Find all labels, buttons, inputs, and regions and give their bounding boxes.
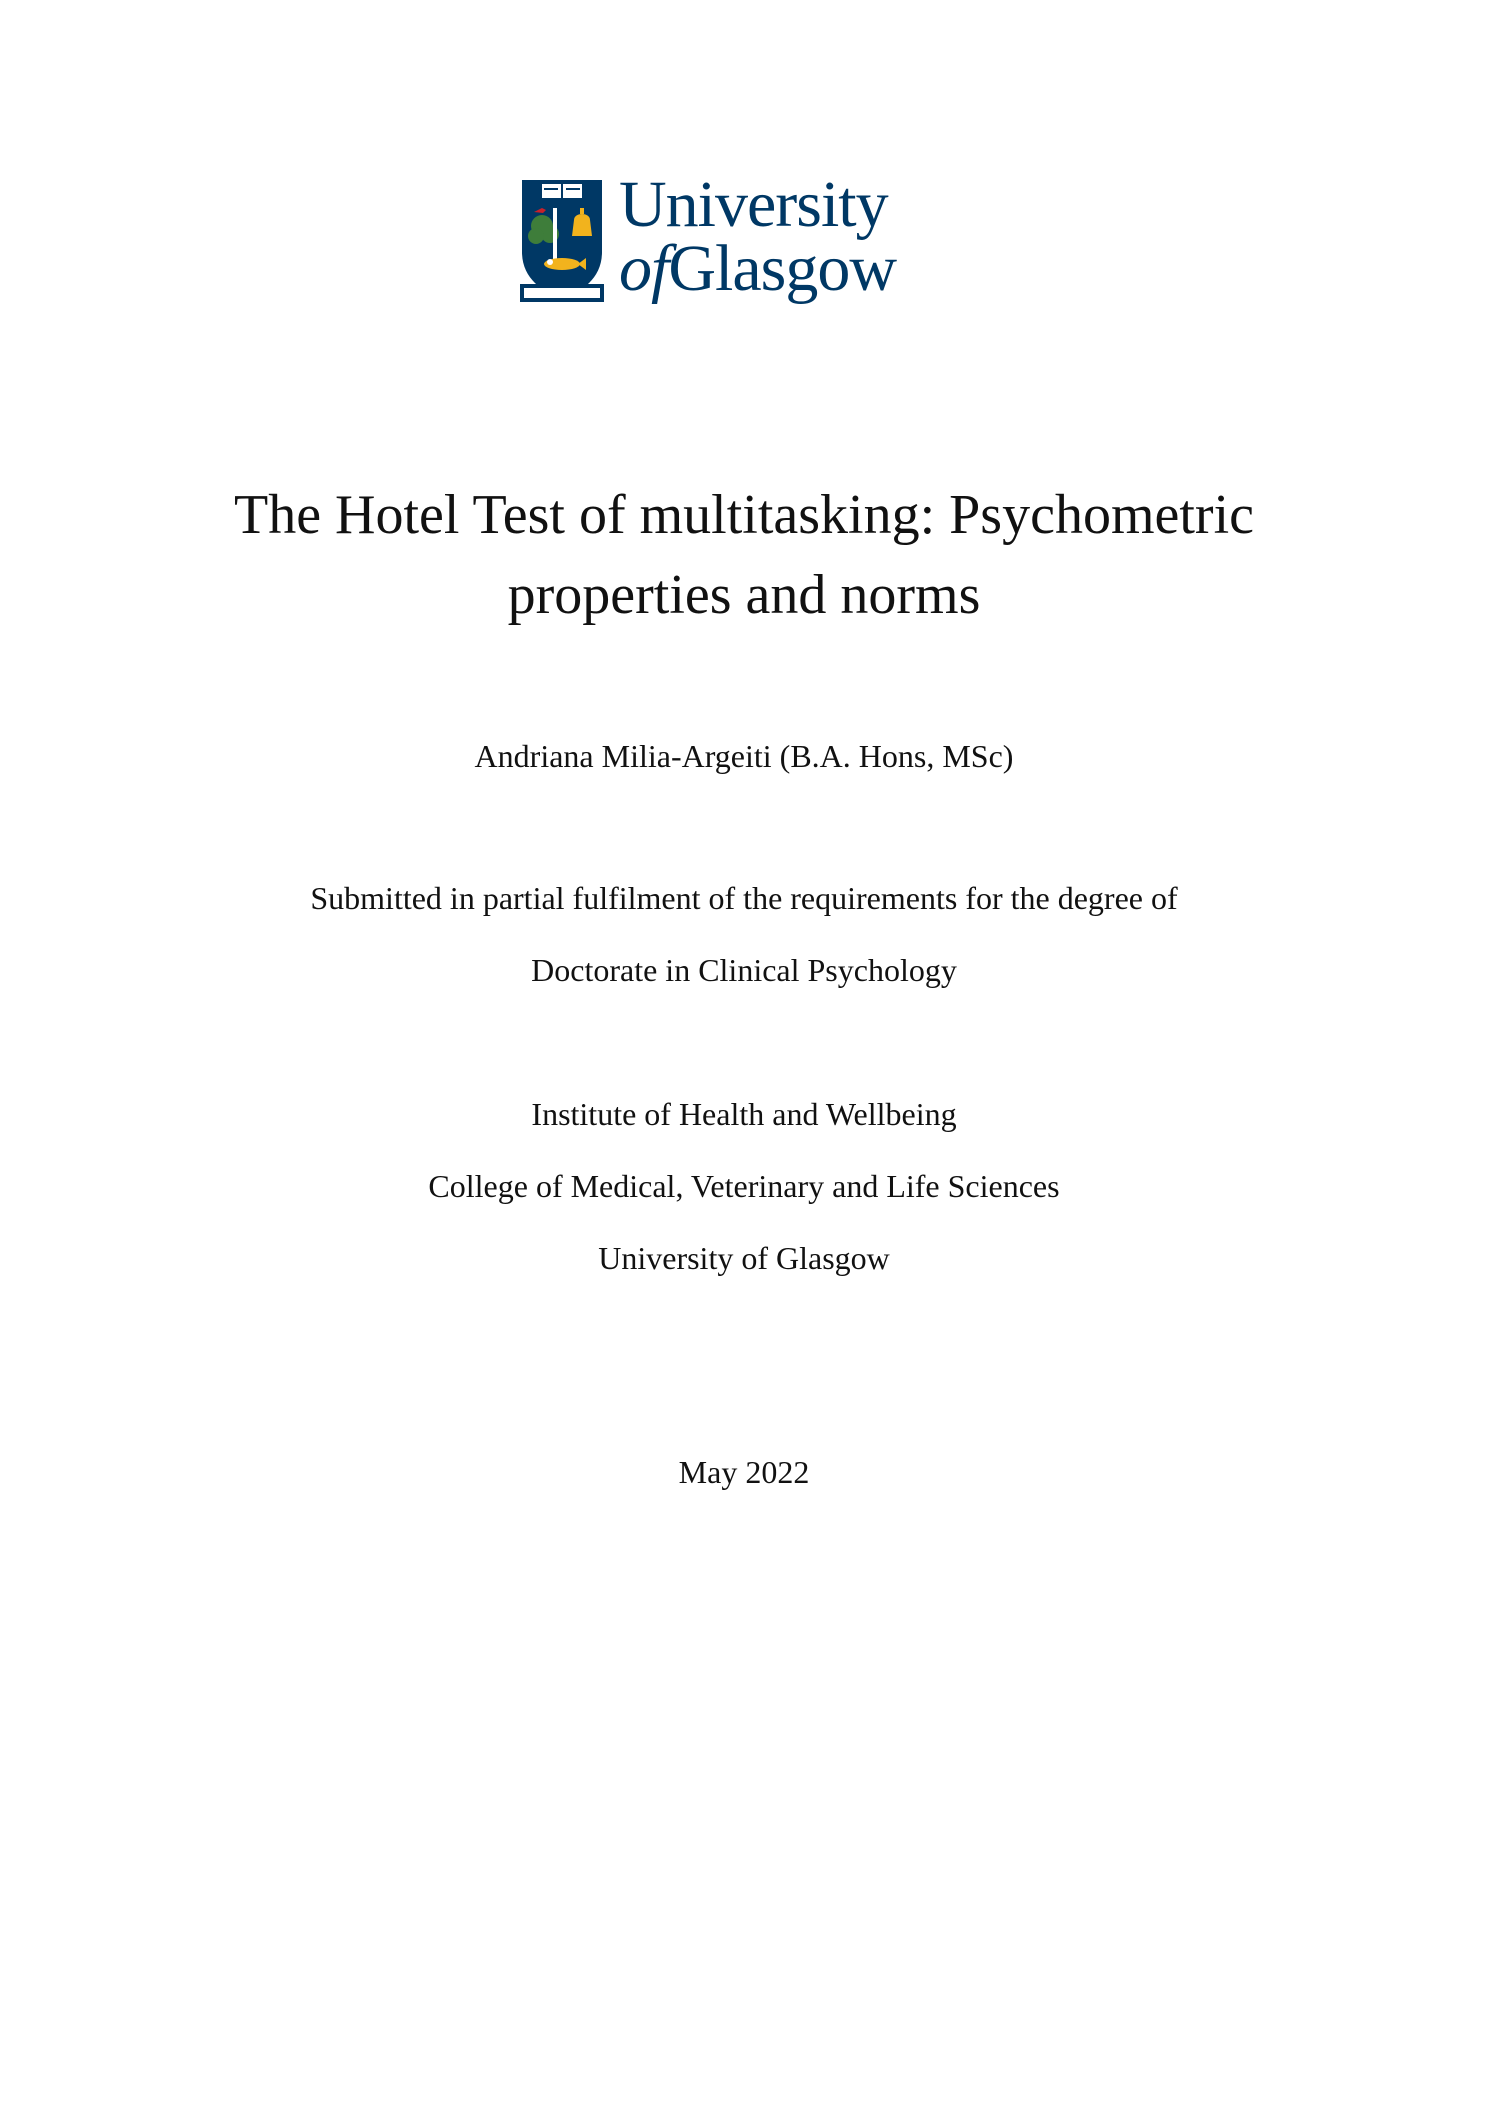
university-crest-icon — [520, 178, 604, 304]
title-line2: properties and norms — [507, 564, 981, 626]
wordmark-of: of — [619, 232, 669, 305]
author: Andriana Milia-Argeiti (B.A. Hons, MSc) — [474, 738, 1014, 774]
college: College of Medical, Veterinary and Life Sciences — [428, 1168, 1060, 1204]
submission-line2: Doctorate in Clinical Psychology — [531, 952, 957, 988]
wordmark-glasgow: Glasgow — [668, 232, 896, 305]
institute: Institute of Health and Wellbeing — [531, 1096, 957, 1132]
university: University of Glasgow — [598, 1240, 890, 1276]
wordmark-line1: University — [619, 168, 888, 241]
title-line1: The Hotel Test of multitasking: Psychometric — [233, 484, 1254, 546]
wordmark-line2 — [619, 232, 896, 305]
university-wordmark — [619, 168, 896, 305]
submission-line1: Submitted in partial fulfilment of the requirements for the degree of — [310, 880, 1178, 916]
university-logo — [520, 168, 920, 306]
submission-date: May 2022 — [678, 1454, 810, 1490]
